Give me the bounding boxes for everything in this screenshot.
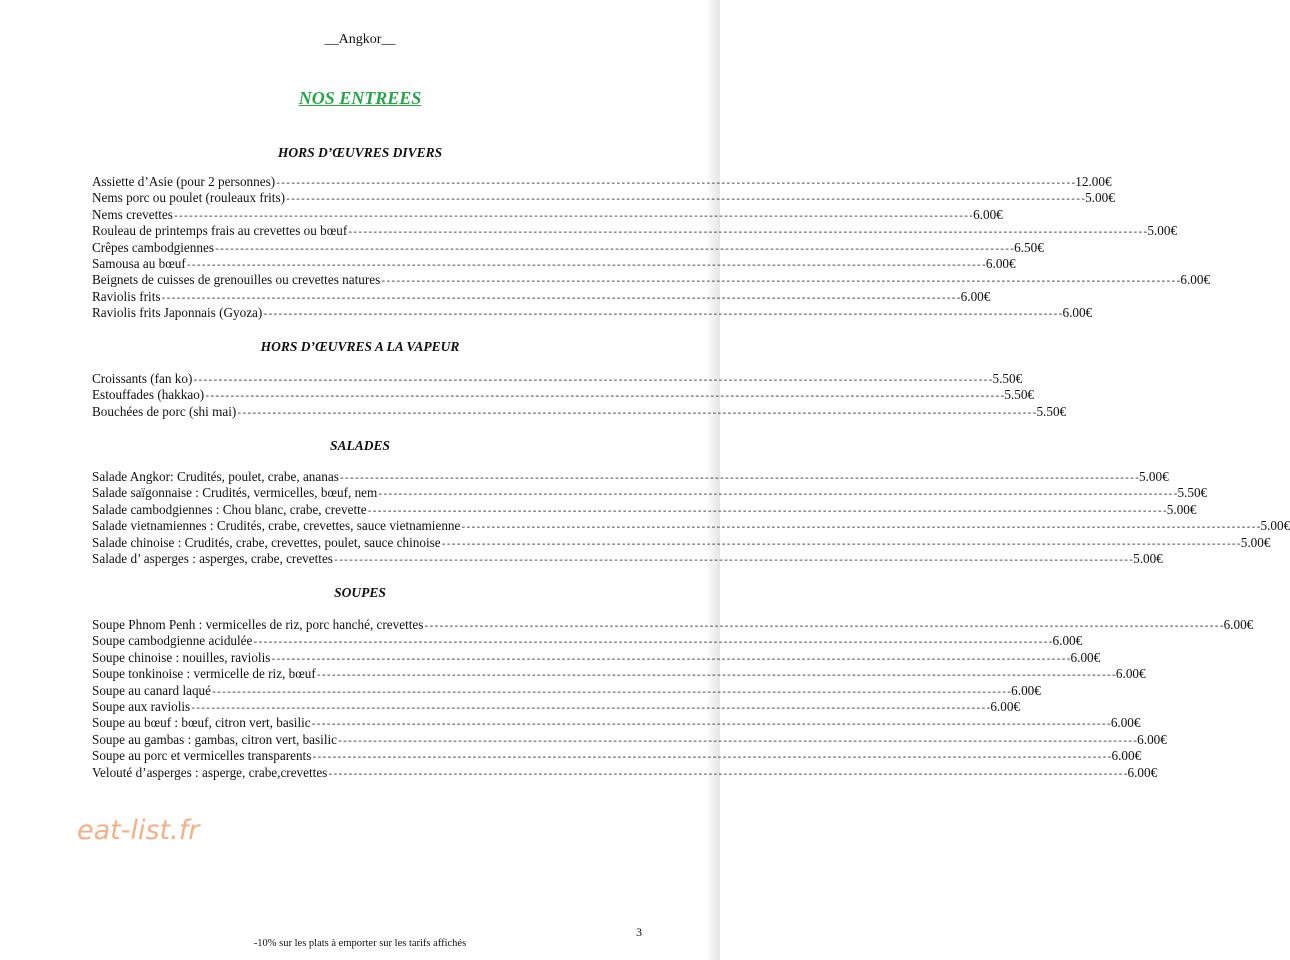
menu-item: [92, 698, 1020, 715]
menu-item: [92, 748, 1142, 765]
menu-item-price: 6.00€: [960, 288, 991, 304]
menu-item: [92, 534, 1271, 551]
dotted-leader: ----------------------------------------------------------------------------------------------------------------------------------------------------------------: [190, 703, 991, 715]
menu-item: [92, 485, 1208, 502]
dotted-leader: ----------------------------------------------------------------------------------------------------------------------------------------------------------------: [327, 769, 1128, 781]
section-title-salades: SALADES: [329, 438, 391, 453]
menu-item-price: 6.00€: [1070, 649, 1101, 665]
menu-item: [92, 469, 1169, 485]
dotted-leader: ----------------------------------------------------------------------------------------------------------------------------------------------------------------: [275, 179, 1076, 190]
watermark-logo: eat-list.fr: [77, 815, 200, 846]
dotted-leader: ----------------------------------------------------------------------------------------------------------------------------------------------------------------: [252, 638, 1053, 650]
section-title-soupes: SOUPES: [334, 585, 386, 600]
menu-item: [92, 387, 1035, 404]
menu-item-name: Salade vietnamiennes : Crudités, crabe, crevettes, sauce vietnamienne: [92, 518, 461, 534]
dotted-leader: ----------------------------------------------------------------------------------------------------------------------------------------------------------------: [460, 523, 1261, 535]
menu-item-price: 5.00€: [1138, 469, 1169, 484]
dotted-leader: ----------------------------------------------------------------------------------------------------------------------------------------------------------------: [315, 671, 1116, 683]
menu-item-name: Beignets de cuisses de grenouilles ou crevettes natures: [92, 272, 381, 288]
page-number: 3: [636, 925, 642, 939]
menu-item-price: 6.00€: [1127, 764, 1158, 780]
menu-item-price: 6.00€: [1052, 633, 1083, 649]
menu-item-price: 6.00€: [1111, 748, 1142, 764]
menu-item-price: 6.00€: [1223, 617, 1254, 632]
dotted-leader: ----------------------------------------------------------------------------------------------------------------------------------------------------------------: [172, 211, 974, 223]
dotted-leader: ----------------------------------------------------------------------------------------------------------------------------------------------------------------: [423, 622, 1224, 633]
dotted-leader: ----------------------------------------------------------------------------------------------------------------------------------------------------------------: [440, 539, 1241, 551]
section-items-salades: [92, 469, 1290, 567]
menu-item-price: 6.00€: [1180, 272, 1211, 288]
section-title-hors-oeuvres-vapeur: HORS D’ŒUVRES A LA VAPEUR: [260, 339, 460, 354]
menu-item: [92, 174, 1112, 190]
menu-item: [92, 682, 1041, 699]
section-title-hors-oeuvres-divers: HORS D’ŒUVRES DIVERS: [277, 145, 443, 160]
menu-item-price: 5.50€: [1004, 387, 1035, 403]
menu-item: [92, 305, 1093, 322]
menu-item: [92, 190, 1115, 207]
menu-item: [92, 403, 1067, 420]
dotted-leader: ----------------------------------------------------------------------------------------------------------------------------------------------------------------: [310, 720, 1111, 732]
restaurant-header: __Angkor__: [324, 32, 396, 47]
menu-item: [92, 731, 1167, 748]
menu-item-name: Nems porc ou poulet (rouleaux frits): [92, 190, 285, 206]
menu-item: [92, 518, 1290, 535]
menu-item-name: Assiette d’Asie (pour 2 personnes): [92, 174, 276, 189]
menu-item-price: 5.00€: [1147, 223, 1178, 239]
menu-item-price: 12.00€: [1075, 174, 1112, 189]
menu-item-price: 6.00€: [985, 255, 1016, 271]
footer-note: -10% sur les plats à emporter sur les tarifs affichés: [253, 938, 467, 949]
dotted-leader: ----------------------------------------------------------------------------------------------------------------------------------------------------------------: [262, 310, 1063, 322]
menu-item: [92, 371, 1023, 387]
dotted-leader: ----------------------------------------------------------------------------------------------------------------------------------------------------------------: [213, 244, 1015, 256]
dotted-leader: ----------------------------------------------------------------------------------------------------------------------------------------------------------------: [377, 490, 1178, 502]
menu-item: [92, 272, 1211, 289]
menu-item-price: 6.00€: [1115, 666, 1146, 682]
menu-item-name: Bouchées de porc (shi mai): [92, 403, 237, 419]
menu-item: [92, 239, 1044, 256]
menu-item: [92, 666, 1146, 683]
menu-item-price: 5.00€: [1085, 190, 1115, 206]
dotted-leader: ----------------------------------------------------------------------------------------------------------------------------------------------------------------: [211, 687, 1012, 699]
menu-item-price: 5.50€: [1177, 485, 1208, 501]
section-items-hors-oeuvres-vapeur: [92, 371, 1067, 420]
dotted-leader: ----------------------------------------------------------------------------------------------------------------------------------------------------------------: [337, 736, 1138, 748]
section-items-hors-oeuvres-divers: [92, 174, 1211, 322]
menu-item-name: Soupe au gambas : gambas, citron vert, basilic: [92, 731, 338, 747]
menu-item-price: 6.00€: [1062, 305, 1093, 321]
menu-item-name: Salade cambodgiennes : Chou blanc, crabe, crevette: [92, 501, 367, 517]
menu-item-price: 6.00€: [1110, 715, 1141, 731]
menu-item-price: 5.00€: [1240, 534, 1271, 550]
dotted-leader: ----------------------------------------------------------------------------------------------------------------------------------------------------------------: [160, 293, 961, 305]
dotted-leader: ----------------------------------------------------------------------------------------------------------------------------------------------------------------: [380, 277, 1181, 289]
menu-item-name: Salade Angkor: Crudités, poulet, crabe, ananas: [92, 469, 339, 484]
menu-item-name: Estouffades (hakkao): [92, 387, 205, 403]
dotted-leader: ----------------------------------------------------------------------------------------------------------------------------------------------------------------: [347, 228, 1148, 240]
page-title: NOS ENTREES: [298, 88, 422, 108]
dotted-leader: ----------------------------------------------------------------------------------------------------------------------------------------------------------------: [204, 392, 1005, 404]
dotted-leader: ----------------------------------------------------------------------------------------------------------------------------------------------------------------: [366, 506, 1167, 518]
menu-item-name: Soupe chinoise : nouilles, raviolis: [92, 649, 271, 665]
menu-item-name: Salade chinoise : Crudités, crabe, crevettes, poulet, sauce chinoise: [92, 534, 441, 550]
menu-item-name: Croissants (fan ko): [92, 371, 193, 386]
menu-item-name: Raviolis frits: [92, 288, 161, 304]
menu-item-name: Rouleau de printemps frais au crevettes ou bœuf: [92, 223, 348, 239]
menu-item-price: 6.00€: [1137, 731, 1167, 747]
menu-item-name: Soupe Phnom Penh : vermicelles de riz, porc hanché, crevettes: [92, 617, 424, 632]
menu-item-price: 5.00€: [1260, 518, 1290, 534]
menu-item-name: Velouté d’asperges : asperge, crabe,crevettes: [92, 764, 328, 780]
menu-item: [92, 550, 1163, 567]
menu-item-name: Soupe au porc et vermicelles transparents: [92, 748, 312, 764]
menu-item-name: Soupe aux raviolis: [92, 698, 191, 714]
menu-item-price: 6.00€: [973, 206, 1003, 222]
menu-item-name: Crêpes cambodgiennes: [92, 239, 214, 255]
dotted-leader: ----------------------------------------------------------------------------------------------------------------------------------------------------------------: [270, 654, 1071, 666]
menu-item-name: Salade d’ asperges : asperges, crabe, crevettes: [92, 550, 333, 566]
dotted-leader: ----------------------------------------------------------------------------------------------------------------------------------------------------------------: [311, 753, 1112, 765]
menu-item-name: Soupe au bœuf : bœuf, citron vert, basilic: [92, 715, 311, 731]
dotted-leader: ----------------------------------------------------------------------------------------------------------------------------------------------------------------: [332, 555, 1134, 567]
menu-item-price: 5.50€: [992, 371, 1023, 386]
menu-item: [92, 223, 1178, 240]
menu-item-name: Soupe cambodgienne acidulée: [92, 633, 253, 649]
section-items-soupes: [92, 617, 1254, 781]
menu-item: [92, 288, 991, 305]
dotted-leader: ----------------------------------------------------------------------------------------------------------------------------------------------------------------: [338, 474, 1139, 485]
dotted-leader: ----------------------------------------------------------------------------------------------------------------------------------------------------------------: [236, 408, 1037, 420]
menu-item: [92, 501, 1197, 518]
menu-item-price: 5.00€: [1166, 501, 1197, 517]
dotted-leader: ----------------------------------------------------------------------------------------------------------------------------------------------------------------: [185, 260, 986, 272]
menu-item-name: Soupe tonkinoise : vermicelle de riz, bœuf: [92, 666, 316, 682]
menu-item-name: Salade saïgonnaise : Crudités, vermicelles, bœuf, nem: [92, 485, 378, 501]
menu-item: [92, 715, 1141, 732]
menu-item-name: Samousa au bœuf: [92, 255, 186, 271]
menu-item-price: 6.50€: [1014, 239, 1044, 255]
dotted-leader: ----------------------------------------------------------------------------------------------------------------------------------------------------------------: [285, 195, 1086, 207]
menu-item-price: 6.00€: [990, 698, 1020, 714]
menu-item: [92, 633, 1083, 650]
menu-item: [92, 206, 1003, 223]
menu-item-price: 5.50€: [1036, 403, 1067, 419]
menu-item-name: Raviolis frits Japonnais (Gyoza): [92, 305, 263, 321]
menu-item-name: Nems crevettes: [92, 206, 173, 222]
menu-item: [92, 617, 1254, 633]
menu-item: [92, 649, 1101, 666]
menu-item-price: 5.00€: [1133, 550, 1163, 566]
menu-item: [92, 764, 1158, 781]
menu-item-name: Soupe au canard laqué: [92, 682, 212, 698]
menu-item: [92, 255, 1016, 272]
dotted-leader: ----------------------------------------------------------------------------------------------------------------------------------------------------------------: [192, 376, 993, 387]
menu-item-price: 6.00€: [1011, 682, 1041, 698]
